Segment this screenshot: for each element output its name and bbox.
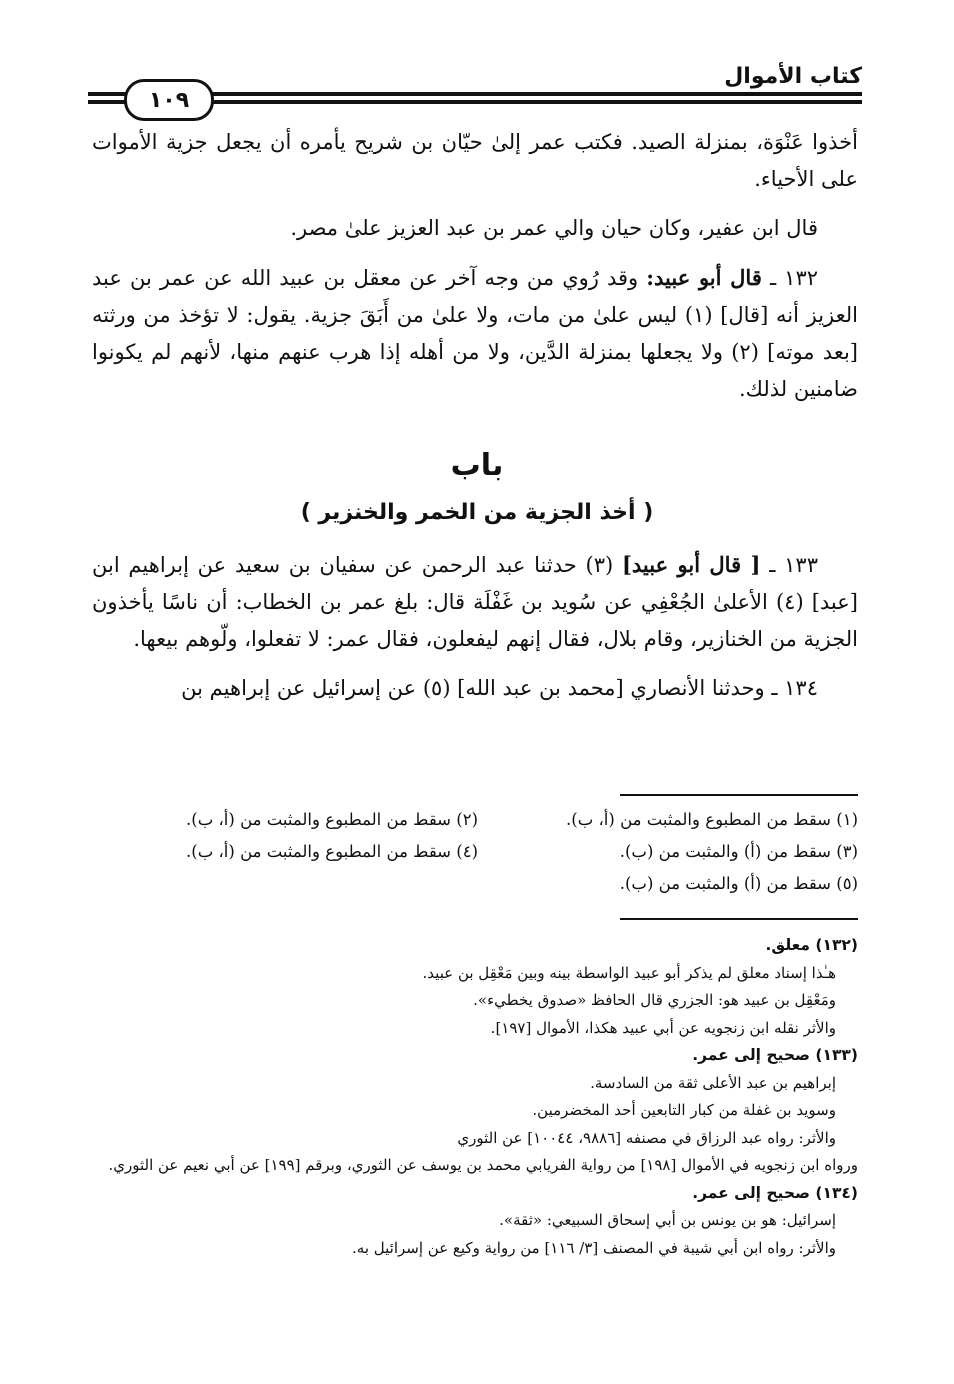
commentary-132-heading: (١٣٢) معلق. <box>765 936 858 954</box>
commentary-134-line: والأثر: رواه ابن أبي شيبة في المصنف [٣/ ١١٦] من رواية وكيع عن إسرائيل به. <box>352 1238 836 1257</box>
commentary-133-line: وسويد بن غفلة من كبار التابعين أحد المخضرمين. <box>532 1101 836 1119</box>
footnote-4: (٤) سقط من المطبوع والمثبت من (أ، ب). <box>186 842 478 861</box>
chapter-title: باب <box>450 448 504 483</box>
page-number-badge <box>124 79 214 121</box>
commentary-132-line: ومَعْقِل بن عبيد هو: الجزري قال الحافظ «صدوق يخطيء». <box>473 991 836 1009</box>
commentary-133-heading: (١٣٣) صحيح إلى عمر. <box>692 1046 858 1064</box>
paragraph-134: ١٣٤ ـ وحدثنا الأنصاري [محمد بن عبد الله] (٥) عن إسرائيل عن إبراهيم بن <box>181 676 818 700</box>
page-number: ١٠٩ <box>148 87 190 113</box>
paragraph-133 <box>92 546 858 658</box>
commentary-132-line: هـٰذا إسناد معلق لم يذكر أبو عبيد الواسطة بينه وبين مَعْقِل بن عبيد. <box>422 963 836 982</box>
paragraph-132-text: وقد رُوي من وجه آخر عن معقل بن عبيد الله عن عمر بن عبد العزيز أنه [قال] (١) ليس علىٰ من مات، ولا علىٰ من أَبَقَ جزية. يقول: لا تؤخذ من ورثته [بعد موته] (٢) ولا يجعلها بمنزلة الدَّين، ولا من أهله إذا هرب عنهم منها، لأنهم لم يكونوا ضامنين لذلك. <box>92 266 858 401</box>
paragraph-132-lead: قال أبو عبيد: <box>646 265 762 290</box>
paragraph-133-number: ١٣٣ ـ <box>769 553 818 577</box>
main-text-top <box>92 124 858 408</box>
commentary <box>88 932 858 1262</box>
paragraph-133-text: (٣) حدثنا عبد الرحمن عن سفيان بن سعيد عن إبراهيم ابن [عبد] (٤) الأعلىٰ الجُعْفِي عن سُويد بن غَفْلَة قال: بلغ عمر بن الخطاب: أن ناسًا يأخذون الجزية من الخنازير، وقام بلال، فقال إنهم ليفعلون، فقال عمر: لا تفعلوا، ولّوهم بيعها. <box>92 553 858 651</box>
footnote-3: (٣) سقط من (أ) والمثبت من (ب). <box>619 842 858 861</box>
commentary-134-line: إسرائيل: هو بن يونس بن أبي إسحاق السبيعي: «ثقة». <box>499 1211 836 1229</box>
paragraph-132-number: ١٣٢ ـ <box>769 266 819 290</box>
commentary-133-line: إبراهيم بن عبد الأعلى ثقة من السادسة. <box>590 1073 836 1092</box>
commentary-133-line: والأثر: رواه عبد الرزاق في مصنفه [٩٨٨٦، ١٠٠٤٤] عن الثوري <box>457 1128 836 1147</box>
footnotes <box>98 806 858 898</box>
footnote-separator <box>620 794 858 796</box>
running-header-title: كتاب الأموال <box>724 64 862 89</box>
commentary-133-line: ورواه ابن زنجويه في الأموال [١٩٨] من رواية الفريابي محمد بن يوسف عن الثوري، وبرقم [١٩٩] عن أبي نعيم عن الثوري. <box>108 1156 858 1174</box>
chapter-subtitle: ( أخذ الجزية من الخمر والخنزير ) <box>300 500 654 525</box>
commentary-separator <box>620 918 858 920</box>
paragraph-133-lead: [ قال أبو عبيد] <box>621 552 761 577</box>
main-text-bottom <box>92 546 858 707</box>
paragraph-132 <box>92 259 858 408</box>
commentary-132-line: والأثر نقله ابن زنجويه عن أبي عبيد هكذا، الأموال [١٩٧]. <box>490 1018 836 1037</box>
paragraph-2: قال ابن عفير، وكان حيان والي عمر بن عبد العزيز علىٰ مصر. <box>290 216 818 240</box>
footnote-2: (٢) سقط من المطبوع والمثبت من (أ، ب). <box>186 810 478 829</box>
commentary-134-heading: (١٣٤) صحيح إلى عمر. <box>692 1183 858 1202</box>
footnote-1: (١) سقط من المطبوع والمثبت من (أ، ب). <box>566 810 858 829</box>
footnote-5: (٥) سقط من (أ) والمثبت من (ب). <box>619 874 858 893</box>
paragraph-1: أخذوا عَنْوَة، بمنزلة الصيد. فكتب عمر إلىٰ حيّان بن شريح يأمره أن يجعل جزية الأموات على الأحياء. <box>92 130 859 191</box>
